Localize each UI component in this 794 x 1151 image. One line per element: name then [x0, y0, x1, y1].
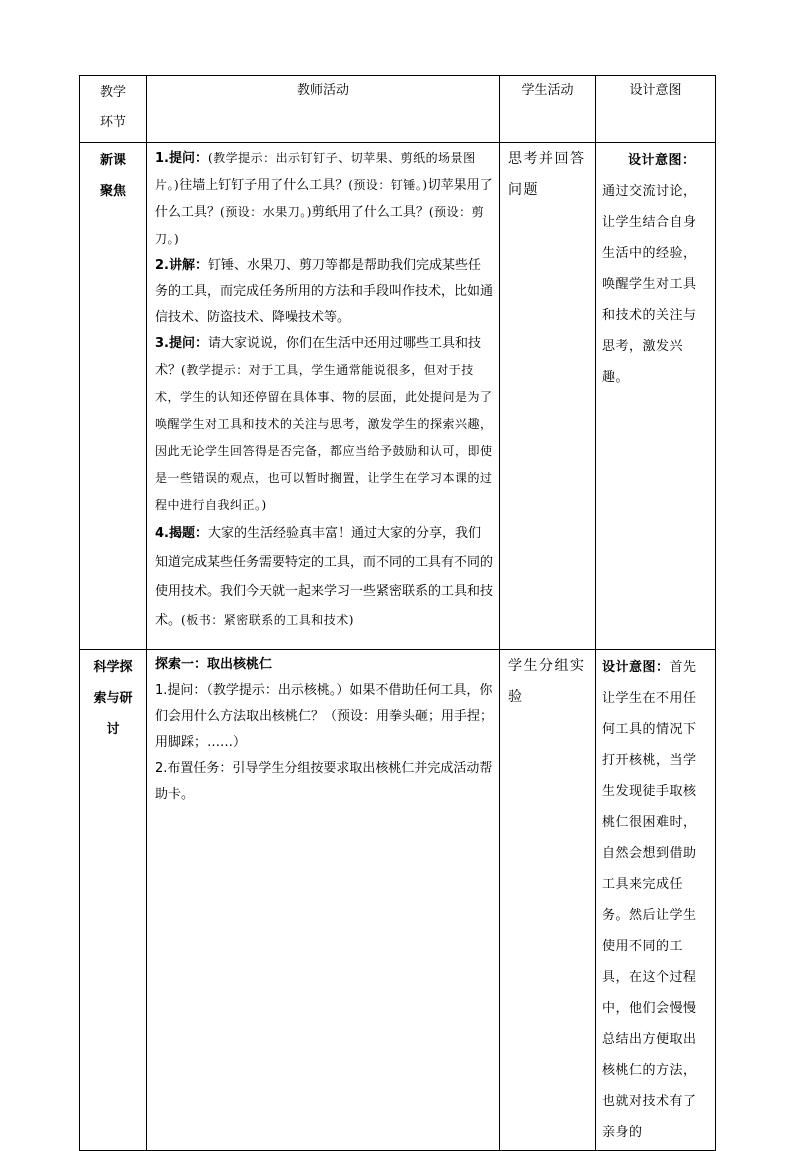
header-design: 设计意图 — [596, 76, 716, 143]
item-label: 4.揭题： — [155, 526, 208, 541]
teacher-activity-2 — [147, 650, 500, 1151]
header-stage-line1: 教学 — [99, 85, 126, 100]
design-label: 设计意图： — [602, 660, 670, 675]
preset-answer: (预设：水果刀。) — [220, 205, 312, 219]
student-activity-2: 学生分组实验 — [500, 650, 596, 1151]
item-text: 钉锤、水果刀、剪刀等都是帮助我们完成某些任务的工具，而完成任务所用的方法和手段叫作技术，比如通信技术、防盗技术、降噪技术等。 — [155, 258, 494, 325]
header-row — [80, 76, 716, 143]
question-1 — [155, 145, 493, 253]
board-note: (板书：紧密联系的工具和技术) — [181, 613, 354, 627]
design-intent-1 — [596, 143, 716, 650]
teaching-note: (教学提示：对于工具，学生通常能说很多，但对于技术，学生的认知还停留在具体事、物的层面，此处提问是为了唤醒学生对工具和技术的关注与思考，激发学生的探索兴趣，因此无论学生回答得是否完备，都应当给予鼓励和认可，即使是一些错误的观点，也可以暂时搁置，让学生在学习本课的过程中进行自我纠正。) — [155, 363, 493, 512]
task-2 — [155, 756, 493, 808]
item-text: 引导学生分组按要求取出核桃仁并完成活动帮助卡。 — [155, 761, 493, 802]
question-3 — [155, 331, 493, 519]
question-1 — [155, 678, 493, 756]
header-student: 学生活动 — [500, 76, 596, 143]
item-label: 3.提问： — [155, 336, 208, 351]
stage-line: 索与研 — [93, 691, 133, 706]
design-label: 设计意图： — [628, 153, 696, 168]
stage-line: 聚焦 — [99, 184, 126, 199]
item-label: 1.提问： — [155, 151, 208, 166]
design-text: 通过交流讨论，让学生结合自身生活中的经验，唤醒学生对工具和技术的关注与思考，激发兴趣。 — [602, 184, 697, 385]
stage-line: 新课 — [99, 153, 126, 168]
item-text: 往墙上钉钉子用了什么工具？ — [179, 178, 349, 193]
item-label: 2.讲解： — [155, 258, 208, 273]
header-stage-line2: 环节 — [99, 115, 126, 130]
header-teacher: 教师活动 — [147, 76, 500, 143]
row-new-lesson — [80, 143, 716, 650]
design-intent-2 — [596, 650, 716, 1151]
explanation-2 — [155, 253, 493, 331]
exploration-title: 探索一：取出核桃仁 — [155, 657, 273, 672]
item-text: 大家的生活经验真丰富！通过大家的分享，我们知道完成某些任务需要特定的工具，而不同的工具有不同的使用技术。我们今天就一起来学习一些紧密联系的工具和技术。 — [155, 526, 494, 628]
stage-exploration — [80, 650, 147, 1151]
row-exploration — [80, 650, 716, 1151]
teacher-activity-1 — [147, 143, 500, 650]
item-text: 剪纸用了什么工具？ — [311, 205, 429, 220]
header-stage — [80, 76, 147, 143]
teaching-note: (教学提示：出示钉钉子、切苹果、剪纸的场景图片。) — [155, 151, 476, 192]
student-activity-1: 思考并回答问题 — [500, 143, 596, 650]
item-text: 请大家说说，你们在生活中还用过哪些工具和技术？ — [155, 336, 481, 378]
preset-answer: (预设：钉锤。) — [348, 178, 428, 192]
item-text: （教学提示：出示核桃。）如果不借助任何工具，你们会用什么方法取出核桃仁？（预设：用拳头砸；用手捏；用脚踩；……） — [155, 683, 494, 750]
stage-line: 科学探 — [93, 660, 133, 675]
reveal-4 — [155, 519, 493, 635]
stage-line: 讨 — [106, 722, 120, 737]
item-text: 切苹果用了什么工具？ — [155, 178, 493, 220]
stage-new-lesson — [80, 143, 147, 650]
item-label: 1.提问： — [155, 683, 207, 698]
design-text: 首先让学生在不用任何工具的情况下打开核桃，当学生发现徒手取核桃仁很困难时，自然会想到借助工具来完成任务。然后让学生使用不同的工具，在这个过程中，他们会慢慢总结出方便取出核桃仁的方法，也就对技术有了亲身的 — [602, 660, 697, 1140]
lesson-plan-table — [79, 75, 716, 1151]
preset-answer: (预设：剪刀。) — [155, 205, 485, 246]
item-label: 2.布置任务： — [155, 761, 233, 776]
